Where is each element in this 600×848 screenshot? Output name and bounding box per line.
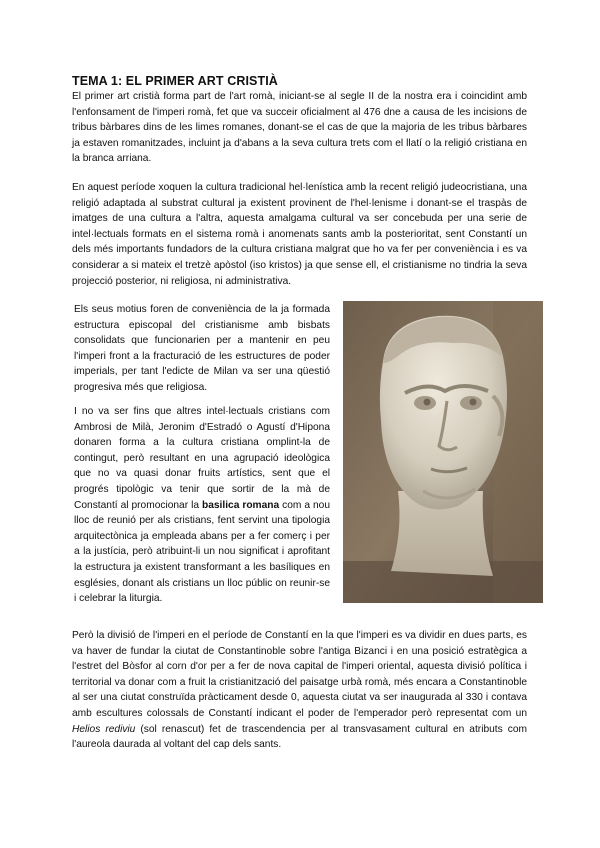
paragraph-intellectuals-text-a: I no va ser fins que altres intel·lectuals cristians com Ambrosi de Milà, Jeronim d'Estradó o Agustí d'Hipona donaren forma a la cultura cristiana omplint-la de contingut, però resultant en una agrupació ideològica que no va quasi donar fruits artístics, sent que el progrés tipològic va tenir que sortir de la mà de Constantí al promocionar la <box>74 406 330 511</box>
paragraph-constantinople-text-b: (sol renascut) fet de trascendencia per al transvasament cultural en atributs com l'aureola daurada al voltant del cap dels sants. <box>72 723 527 751</box>
paragraph-intellectuals <box>74 404 330 607</box>
paragraph-hellenistic: En aquest període xoquen la cultura tradicional hel·lenística amb la recent religió judeocristiana, una religió adaptada al substrat cultural ja existent provinent de l'hel·lenisme i donant-se el traspàs de imatges de una cultura a l'altra, aquesta amalgama cultural va ser concebuda per una serie de intel·lectuals formats en el sistema romà i anomenats sants amb la posterioritat, sent Constantí un dels més importants fundadors de la cultura cristiana malgrat que ho va fer per conveniència i es va considerar a si mateix el tretzè apòstol (iso kristos) ja que sense ell, el cristianisme no tindria la seva projecció posterior, ni religiosa, ni administrativa. <box>72 182 527 287</box>
basilica-romana-term: basilica romana <box>202 499 280 511</box>
paragraph-motives: Els seus motius foren de conveniència de la ja formada estructura episcopal del cristianisme amb bisbats consolidats que funcionarien per a mantenir en peu l'imperi front a la fracturació de les estructures de poder imperials, per tant l'edicte de Milan va ser una qüestió progresiva més que religiosa. <box>74 304 330 393</box>
paragraph-constantinople <box>72 628 527 753</box>
paragraph-intellectuals-text-b: com a nou lloc de reunió per als cristians, fent servint una tipologia arquitectònica ja empleada abans per a fer comerç i per a la justícia, però atribuint-li un nou significat i aprofitant la estructura ja existent transformant a les basíliques en esglésies, donant als cristians un lloc públic on reunir-se i celebrar la liturgia. <box>74 499 330 605</box>
page-title: TEMA 1: EL PRIMER ART CRISTIÀ <box>72 74 278 88</box>
paragraph-constantinople-text-a: Però la divisió de l'imperi en el període de Constantí en la que l'imperi es va dividir en dues parts, es va haver de fundar la ciutat de Constantinoble sobre l'antiga Bizanci i en una posició estratègica a l'estret del Bòsfor al corn d'or per a fer de nova capital de l'imperi oriental, aquesta divisió política i territorial va donar com a fruit la cristianització del paisatge urbà romà, més encara a Constantinoble al ser una ciutat construïda pràcticament desde 0, aquesta ciutat va ser inaugurada al 330 i contava amb escultures colossals de Constantí indicant el poder de l'emperador però representat com un <box>72 630 527 719</box>
paragraph-intro: El primer art cristià forma part de l'art romà, iniciant-se al segle II de la nostra era i coincidint amb l'enfonsament de l'imperi romà, fet que va succeir oficialment al 476 dne a causa de les incisions de tribus bàrbares dins de les limes romanes, donant-se el cas de que la majoria de les tribus bàrbares ja estaven romanitzades, incluint ja d'abans a la seva cultura trets com el llatí o la religió cristiana en la branca arriana. <box>72 91 527 165</box>
helios-rediviu-term: Helios rediviu <box>72 723 136 735</box>
constantine-colossus-image <box>343 301 543 603</box>
